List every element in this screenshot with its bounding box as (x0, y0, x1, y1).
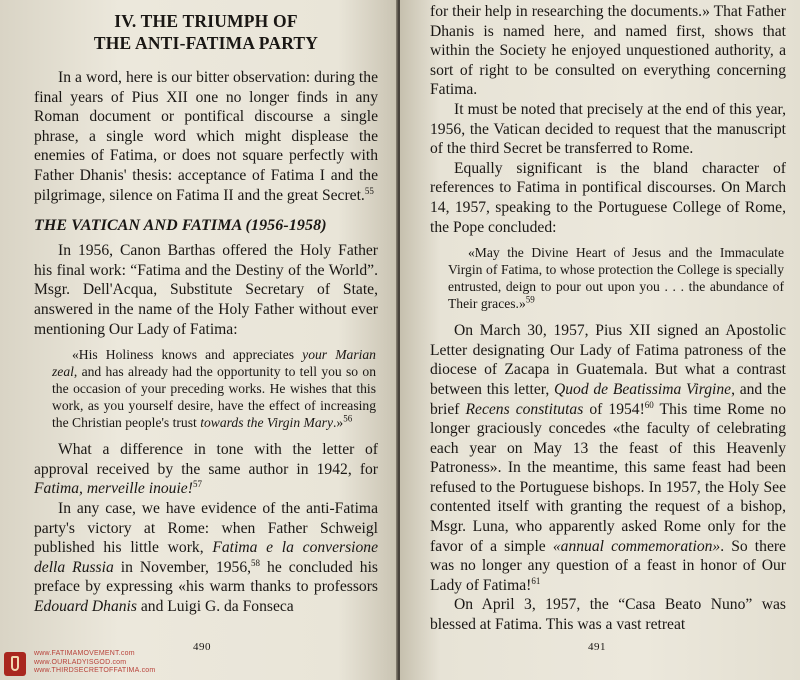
paragraph (34, 68, 378, 205)
shield-logo-icon (4, 652, 26, 676)
paragraph-text: This time Rome no longer graciously concedes «the faculty of celebrating each year on May 13 the feast of this Heavenly Patroness». In the meantime, this same feast had been refused to the Portuguese bishops. In 1957, the Holy See contented itself with granting the request of a bishop, Msgr. Luna, who apparently asked Rome only for the favor of a simple (430, 400, 786, 555)
watermark-link[interactable]: www.OURLADYISGOD.com (34, 658, 127, 666)
emphasis: Edouard Dhanis (34, 597, 137, 615)
footnote-ref: 61 (531, 575, 541, 586)
left-page (0, 0, 398, 680)
quote-emphasis: towards the Virgin Mary (200, 415, 333, 431)
quote-emphasis: your Marian zeal (52, 347, 376, 380)
page-number: 491 (588, 641, 606, 653)
footnote-ref: 58 (251, 557, 261, 568)
footnote-ref: 57 (192, 479, 202, 490)
paragraph: Equally significant is the bland character of references to Fatima in pontifical discourses. On March 14, 1957, speaking to the Portuguese College of Rome, the Pope concluded: (430, 159, 786, 236)
paragraph-text: In any case, we have evidence of the anti-Fatima party's victory at Rome: when Father Schweigl published his little work, (34, 499, 378, 557)
chapter-title (34, 10, 378, 54)
paragraph-text: On March 30, 1957, Pius XII signed an Apostolic Letter designating Our Lady of Fatima patroness of the diocese of Zacapa in Guatemala. But what a contrast between this letter, (430, 322, 786, 398)
section-heading: THE VATICAN AND FATIMA (1956-1958) (34, 217, 327, 235)
chapter-title-line-1: IV. THE TRIUMPH OF (114, 11, 298, 31)
chapter-title-line-2: THE ANTI-FATIMA PARTY (93, 33, 319, 53)
paragraph-text: in November, 1956, (113, 558, 252, 576)
quote-text: .» (332, 415, 344, 431)
paragraph (430, 321, 786, 595)
page-number: 490 (193, 641, 211, 653)
paragraph: On April 3, 1957, the “Casa Beato Nuno” was blessed at Fatima. This was a vast retreat (430, 596, 786, 634)
watermark-link[interactable]: www.FATIMAMOVEMENT.com (34, 650, 135, 657)
paragraph (34, 440, 378, 499)
footnote-ref: 60 (644, 399, 654, 410)
paragraph (34, 499, 378, 617)
paragraph-text: and Luigi G. da Fonseca (136, 597, 294, 615)
block-quote (448, 244, 784, 312)
paragraph-text: , and the brief (430, 380, 786, 418)
paragraph-text: he concluded his preface by expressing «his warm thanks to professors (34, 558, 378, 596)
paragraph: In 1956, Canon Barthas offered the Holy Father his final work: “Fatima and the Destiny of the World”. Msgr. Dell'Acqua, Substitute Secretary of State, answered in the name of the Holy Father without ever mentioning Our Lady of Fatima: (34, 242, 378, 338)
emphasis: «annual commemoration» (552, 537, 721, 555)
quote-text: , and has already had the opportunity to tell you so on the occasion of your preceding works. He wishes that this work, as you yourself desire, have the effect of increasing the Christian people's trust (52, 364, 376, 431)
watermark-link[interactable]: www.THIRDSECRETOFFATIMA.com (34, 667, 156, 675)
quote-text: «His Holiness knows and appreciates (72, 347, 303, 363)
paragraph-text: . So there was no longer any question of a feast in honor of Our Lady of Fatima! (430, 537, 786, 594)
quote-text: «May the Divine Heart of Jesus and the Immaculate Virgin of Fatima, to whose protection the College is specially entrusted, deign to pour out upon you . . . the abundance of Their graces.» (448, 245, 784, 312)
footnote-ref: 56 (343, 413, 353, 424)
watermark-links (34, 650, 155, 676)
paragraph-text: of 1954! (583, 400, 645, 418)
emphasis: Fatima, merveille inouie! (34, 480, 193, 498)
footnote-ref: 59 (525, 294, 535, 305)
emphasis: Fatima e la conversione della Russia (34, 539, 378, 576)
emphasis: Quod de Beatissima Virgine (554, 380, 732, 398)
emphasis: Recens constitutas (465, 400, 584, 418)
footnote-ref: 55 (364, 185, 374, 196)
right-page (400, 0, 800, 680)
paragraph-text: In a word, here is our bitter observation: during the final years of Pius XII one no longer finds in any Roman document or pontifical discourse a single phrase, a single word which might displease the enemies of Fatima, or does not square perfectly with Father Dhanis' thesis: acceptance of Fatima I and the pilgrimage, silence on Fatima II and the great Secret. (34, 69, 378, 204)
watermark (4, 650, 244, 678)
paragraph-text: What a difference in tone with the letter of approval received by the same author in 1942, for (34, 441, 378, 478)
paragraph: It must be noted that precisely at the end of this year, 1956, the Vatican decided to request that the manuscript of the third Secret be transferred to Rome. (430, 100, 786, 158)
paragraph: for their help in researching the documents.» That Father Dhanis is named here, and named first, shows that within the Society he enjoyed unquestioned authority, a sort of right to be consulted on everything concerning Fatima. (430, 3, 786, 99)
block-quote (52, 346, 376, 431)
